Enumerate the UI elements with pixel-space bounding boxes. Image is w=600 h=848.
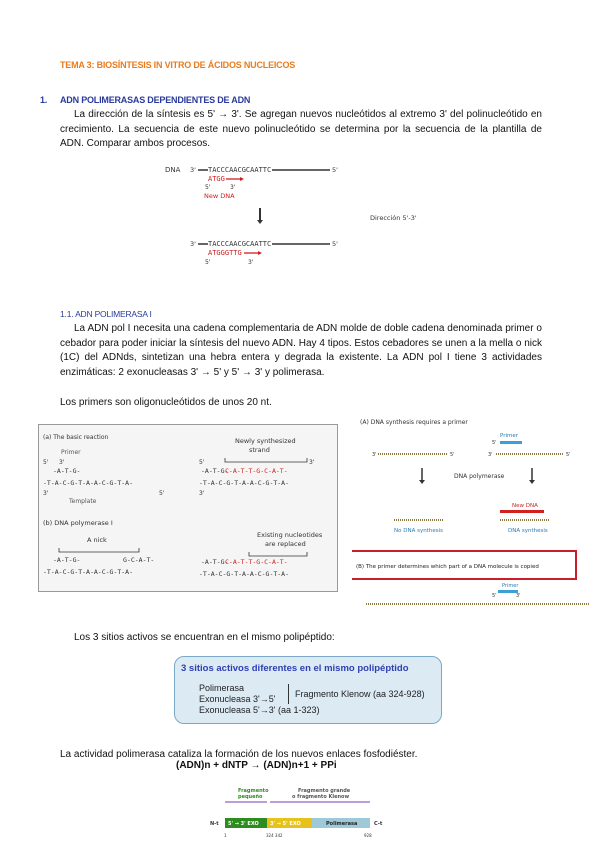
c-terminus: C-t (374, 821, 383, 827)
fig3-no-synth-label: No DNA synthesis (394, 528, 443, 534)
new-three-prime-2: 3' (248, 259, 254, 266)
large-frag-label-1: Fragmento grande (298, 788, 351, 794)
new-five-prime: 5' (205, 184, 211, 191)
replaced-label: are replaced (265, 540, 306, 548)
tick-1: 1 (224, 833, 227, 838)
tick-3: 928 (364, 833, 372, 838)
new-five-prime-2: 5' (205, 259, 211, 266)
fig3-left-arrowhead (419, 480, 425, 484)
new-dna-mark (500, 510, 544, 513)
newly-label: Newly synthesized (235, 437, 296, 445)
newly-bracket (225, 458, 307, 462)
active-sites-box (174, 656, 442, 724)
klenow-bracket-line (288, 684, 289, 704)
a-template-seq: -T-A-C-G-T-A-A-C-G-T-A- (43, 479, 134, 487)
fig3-primer-label-2: Primer (502, 583, 519, 589)
new-strand-seq-top: ATGG (208, 175, 225, 183)
a-left-5prime: 5' (43, 459, 49, 466)
fig3-left-3prime: 3' (372, 452, 377, 458)
fig3-polymerase-label: DNA polymerase (454, 473, 505, 480)
subsection-paragraph: La ADN pol I necesita una cadena complementaria de ADN molde de doble cadena denominada primer o cebador para poder iniciar la síntesis del nuevo ADN. Hay 4 tipos. Estos cebadores se unen a la mella o nick (1C) del ADNds, sintetizan una hebra entera y degrada la existente. La ADN pol I tiene 3 actividades enzimáticas: 2 exonucleasas 3' → 5' y 5' → 3' y polimerasa. (60, 323, 542, 378)
b-nick-left: -A-T-G- (53, 556, 81, 564)
exo53-label: 5' → 3' EXO (228, 821, 259, 827)
active-site-row-2: Exonucleasa 3'→5' (199, 694, 276, 704)
primer-mark (500, 441, 522, 444)
fig3-primer-label: Primer (500, 433, 519, 439)
domain-bar-figure (210, 784, 390, 842)
active-site-row-1: Polimerasa (199, 683, 245, 693)
fig3-bottom-5prime: 5' (492, 593, 497, 599)
fig3-left-5prime: 5' (450, 452, 455, 458)
a-synth-seq-a: -A-T-G- (201, 467, 229, 475)
b-right-template-seq: -T-A-C-G-T-A-A-C-G-T-A- (199, 570, 290, 578)
section-number: 1. (40, 95, 48, 105)
a-right-3prime: 3' (309, 459, 315, 466)
primer-label: Primer (61, 449, 81, 456)
dna-three-prime-2: 3' (190, 240, 196, 248)
exo35-label: 3' → 5' EXO (270, 821, 301, 827)
primers-note: Los primers son oligonucleótidos de unos 20 nt. (60, 397, 272, 408)
primer-requirement-figure (352, 416, 592, 612)
tick-2: 324 342 (266, 833, 283, 838)
fig3-synth-label: DNA synthesis (508, 528, 548, 534)
b-replaced-seq-a: -A-T-G- (201, 558, 229, 566)
fig3-new-dna-label: New DNA (512, 503, 538, 509)
dna-pol-figure (38, 424, 338, 592)
b-replaced-seq-b: C-A-T-T-G-C-A-T- (225, 558, 288, 566)
a-left-3prime-bottom: 3' (43, 490, 49, 497)
new-strand-seq-bottom: ATGGGTTG (208, 249, 242, 257)
dna-direction-figure (160, 160, 450, 270)
a-left-5prime-bottom: 5' (159, 490, 165, 497)
fig-b-title: (b) DNA polymerase I (43, 519, 113, 527)
new-strand-arrowhead-2 (258, 251, 262, 255)
fig3-a-title: (A) DNA synthesis requires a primer (360, 419, 468, 426)
nick-label: A nick (87, 536, 107, 544)
klenow-label: Fragmento Klenow (aa 324-928) (295, 689, 425, 699)
polymerase-label: Polimerasa (326, 821, 358, 827)
fig3-top-5prime: 5' (492, 440, 497, 446)
small-frag-label-2: pequeño (238, 794, 263, 800)
a-right-5prime: 5' (199, 459, 205, 466)
fig3-b-caption: (B) The primer determines which part of a DNA molecule is copied (356, 564, 539, 570)
fig3-right-5prime: 5' (566, 452, 571, 458)
small-frag-label-1: Fragmento (238, 788, 269, 794)
dna-label: DNA (165, 166, 181, 174)
a-primer-seq: -A-T-G- (53, 467, 81, 475)
active-sites-intro: Los 3 sitios activos se encuentran en el mismo polipéptido: (74, 632, 335, 643)
new-dna-label: New DNA (204, 192, 235, 200)
nick-bracket (59, 548, 139, 552)
new-three-prime: 3' (230, 184, 236, 191)
primer-mark-2 (498, 590, 518, 593)
dna-five-prime-1: 5' (332, 166, 338, 174)
fig3-bottom-3prime: 3' (516, 593, 521, 599)
replaced-bracket (249, 552, 307, 556)
active-sites-box-title: 3 sitios activos diferentes en el mismo polipéptido (181, 663, 409, 674)
b-nick-right: G-C-A-T- (123, 556, 155, 564)
fig-a-title: (a) The basic reaction (43, 434, 109, 441)
fig3-right-3prime: 3' (488, 452, 493, 458)
n-terminus: N-t (210, 821, 219, 827)
new-strand-arrowhead (240, 177, 244, 181)
dna-three-prime-1: 3' (190, 166, 196, 174)
polymerase-activity-text: La actividad polimerasa cataliza la formación de los nuevos enlaces fosfodiéster. (60, 749, 418, 760)
a-right-template-seq: -T-A-C-G-T-A-A-C-G-T-A- (199, 479, 290, 487)
section-title: ADN POLIMERASAS DEPENDIENTES DE ADN (60, 95, 251, 105)
a-right-3prime-bottom: 3' (199, 490, 205, 497)
direction-label: Dirección 5'-3' (370, 214, 417, 222)
polymerase-equation: (ADN)n + dNTP → (ADN)n+1 + PPi (176, 760, 337, 771)
dna-pol-figure-svg (39, 425, 339, 593)
subsection-title: 1.1. ADN POLIMERASA I (60, 309, 152, 319)
template-strand-seq-2: TACCCAACGCAATTC (208, 240, 272, 248)
a-left-3prime: 3' (59, 459, 65, 466)
dna-five-prime-2: 5' (332, 240, 338, 248)
existing-label: Existing nucleotides (257, 531, 323, 539)
template-label: Template (69, 498, 97, 505)
b-template-seq: -T-A-C-G-T-A-A-C-G-T-A- (43, 568, 134, 576)
page-title: TEMA 3: BIOSÍNTESIS IN VITRO DE ÁCIDOS NUCLEICOS (60, 60, 296, 70)
a-synth-seq-b: C-A-T-T-G-C-A-T- (225, 467, 288, 475)
active-site-row-3: Exonucleasa 5'→3' (aa 1-323) (199, 705, 320, 715)
down-arrowhead (257, 220, 263, 224)
template-strand-seq: TACCCAACGCAATTC (208, 166, 272, 174)
strand-label: strand (249, 446, 270, 454)
large-frag-label-2: o fragmento Klenow (292, 794, 350, 800)
fig3-right-arrowhead (529, 480, 535, 484)
section-paragraph: La dirección de la síntesis es 5' → 3'. Se agregan nuevos nucleótidos al extremo 3' del polinucleótido en crecimiento. La secuencia de este nuevo polinucleótido se determina por la secuencia de la plantilla de ADN. Comparar ambos procesos. (60, 109, 542, 150)
